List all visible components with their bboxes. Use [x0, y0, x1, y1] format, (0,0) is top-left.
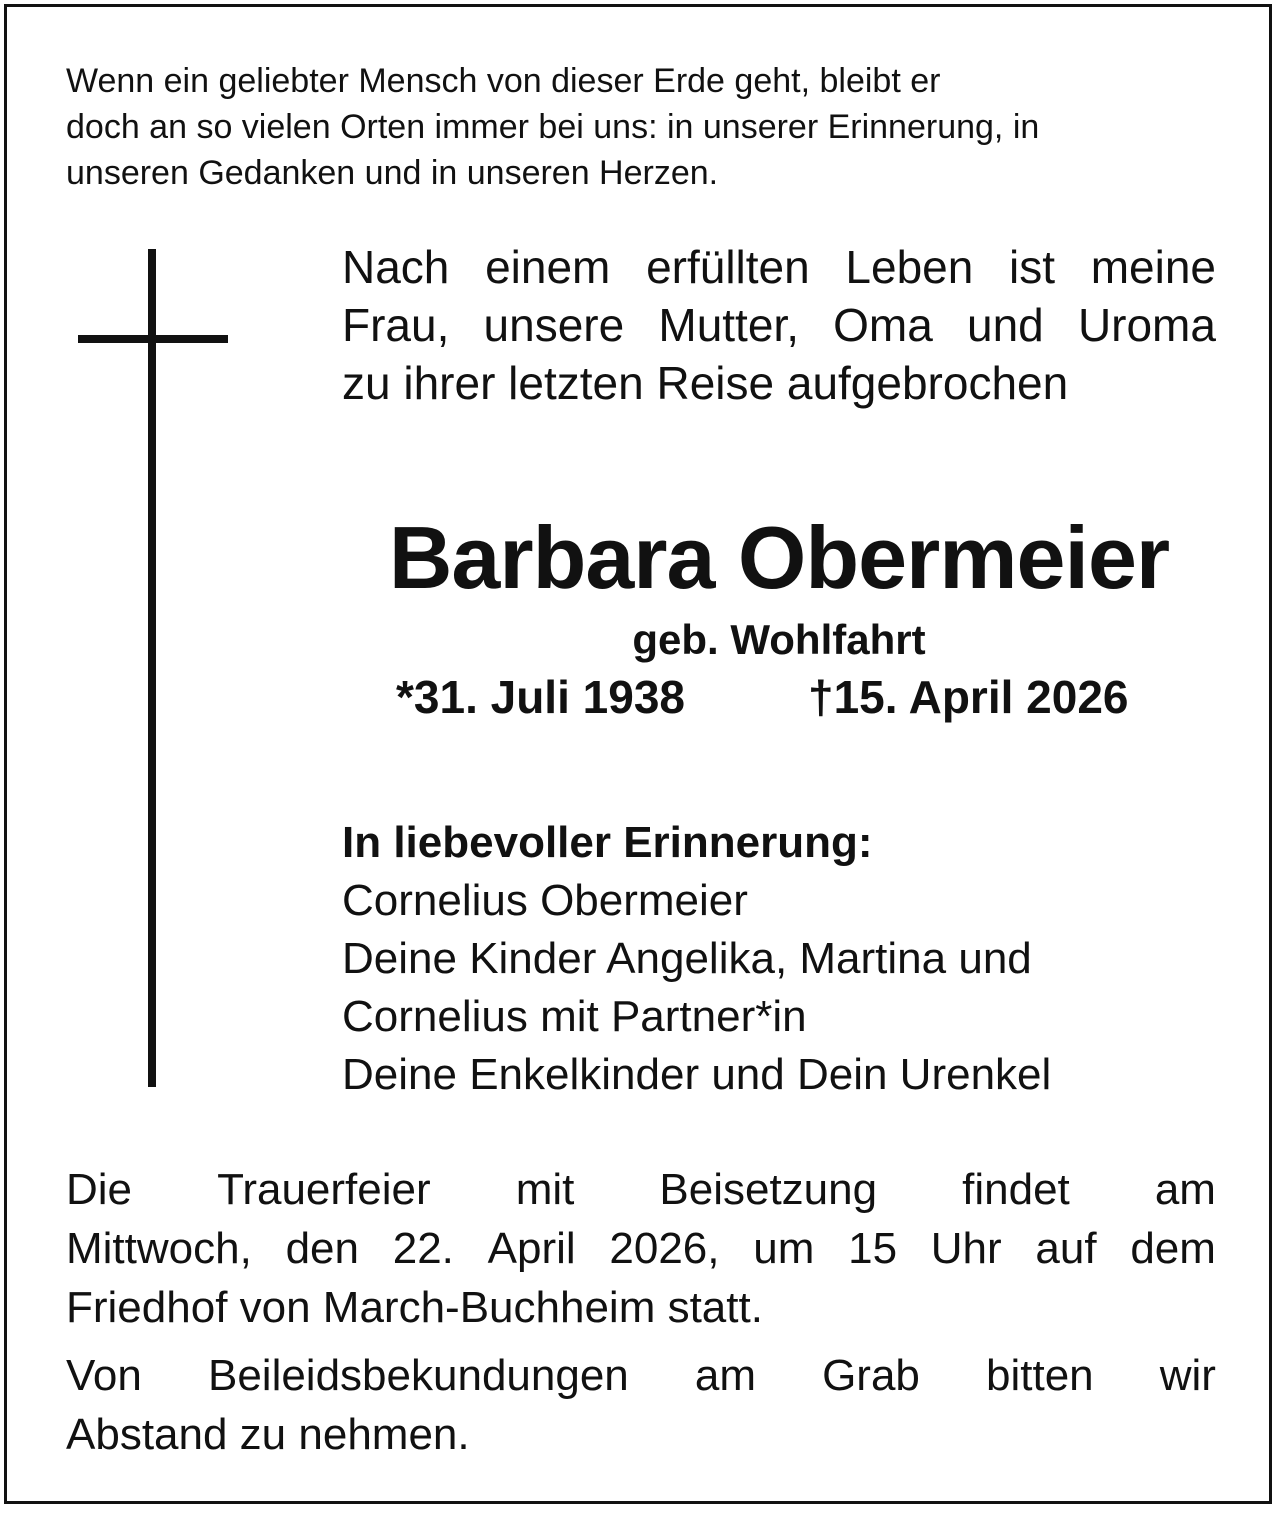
service-line: [66, 1160, 1216, 1219]
mourners-block: [342, 814, 1216, 1104]
word: Grab: [822, 1351, 920, 1400]
word: Oma: [833, 299, 933, 351]
mourner-line: Cornelius mit Partner*in: [342, 992, 807, 1041]
word: April: [487, 1224, 576, 1273]
request-line: Abstand zu nehmen.: [66, 1410, 470, 1459]
word: um: [753, 1224, 815, 1273]
word: 15: [848, 1224, 898, 1273]
intro-line: Wenn ein geliebter Mensch von dieser Erde geht, bleibt er: [66, 62, 941, 100]
lead-line: [342, 296, 1216, 354]
condolence-request: [66, 1346, 1216, 1464]
death-date: †15. April 2026: [808, 671, 1129, 723]
word: unsere: [483, 299, 625, 351]
service-line: [66, 1219, 1216, 1278]
word: Leben: [845, 241, 974, 293]
word: auf: [1035, 1224, 1097, 1273]
intro-line: doch an so vielen Orten immer bei uns: in unserer Erinnerung, in: [66, 108, 1040, 146]
word: einem: [485, 241, 611, 293]
word: meine: [1090, 241, 1216, 293]
deceased-name: Barbara Obermeier: [388, 508, 1170, 607]
maiden-name: geb. Wohlfahrt: [632, 616, 926, 663]
word: erfüllten: [646, 241, 810, 293]
lead-text: [342, 238, 1216, 412]
mourner-line: Deine Enkelkinder und Dein Urenkel: [342, 1050, 1052, 1099]
word: wir: [1159, 1351, 1216, 1400]
word: Beileidsbekundungen: [207, 1351, 629, 1400]
word: Uhr: [930, 1224, 1002, 1273]
word: dem: [1130, 1224, 1216, 1273]
word: am: [694, 1351, 756, 1400]
word: Beisetzung: [659, 1165, 878, 1214]
word: Frau,: [342, 299, 450, 351]
cross-symbol-horizontal: [78, 335, 228, 343]
mourner-line: Deine Kinder Angelika, Martina und: [342, 934, 1032, 983]
mourners-heading: In liebevoller Erinnerung:: [342, 818, 873, 867]
word: Mittwoch,: [66, 1224, 252, 1273]
word: 2026,: [609, 1224, 720, 1273]
word: Trauerfeier: [217, 1165, 431, 1214]
word: den: [285, 1224, 359, 1273]
cross-symbol-vertical: [148, 249, 156, 1087]
word: bitten: [986, 1351, 1094, 1400]
word: und: [967, 299, 1044, 351]
word: mit: [515, 1165, 575, 1214]
word: Uroma: [1077, 299, 1216, 351]
word: Nach: [342, 241, 450, 293]
word: ist: [1009, 241, 1056, 293]
intro-quote: [66, 58, 1226, 196]
word: am: [1154, 1165, 1216, 1214]
intro-line: unseren Gedanken und in unseren Herzen.: [66, 154, 719, 192]
request-line: [66, 1346, 1216, 1405]
word: Von: [66, 1351, 142, 1400]
birth-date: *31. Juli 1938: [396, 671, 685, 723]
service-line: Friedhof von March-Buchheim statt.: [66, 1283, 763, 1332]
word: findet: [962, 1165, 1070, 1214]
mourner-line: Cornelius Obermeier: [342, 876, 748, 925]
word: 22.: [392, 1224, 454, 1273]
funeral-service-info: [66, 1160, 1216, 1337]
lead-line: zu ihrer letzten Reise aufgebrochen: [342, 357, 1069, 409]
lead-line: [342, 238, 1216, 296]
word: Mutter,: [658, 299, 799, 351]
word: Die: [66, 1165, 133, 1214]
